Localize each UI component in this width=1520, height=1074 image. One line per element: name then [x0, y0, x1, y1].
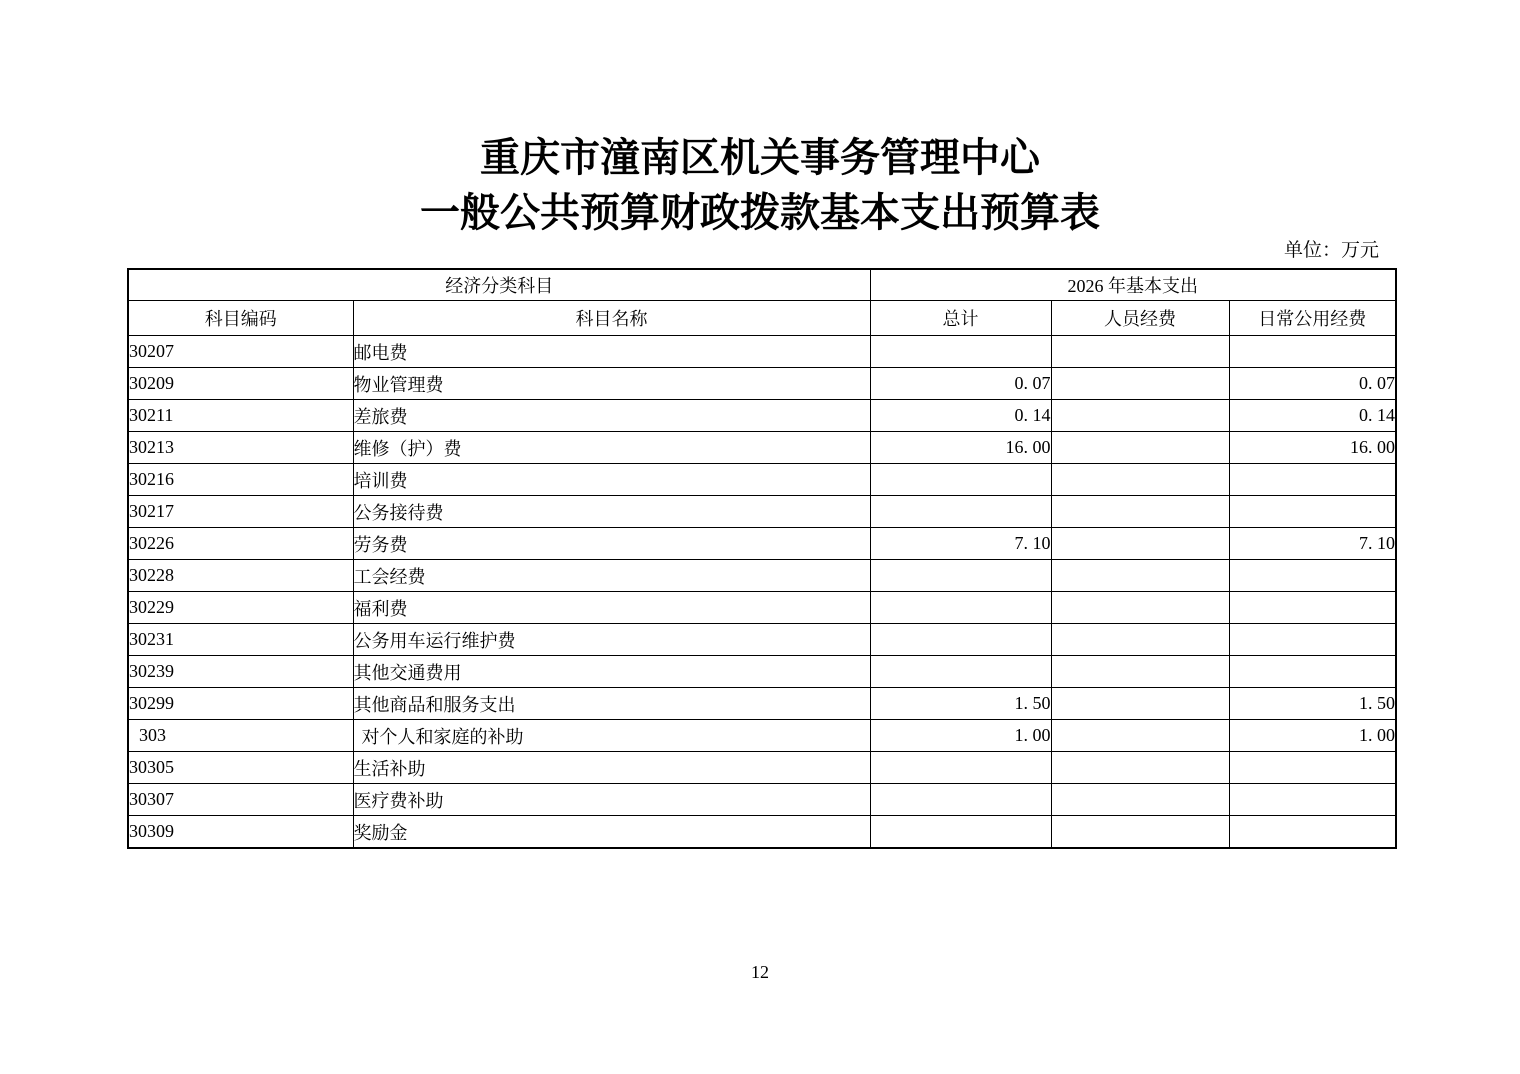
- budget-table-body: [128, 336, 1396, 849]
- budget-table-header: [128, 269, 1396, 336]
- cell-daily: 0. 07: [1229, 368, 1396, 400]
- cell-subject-code: 30213: [128, 432, 353, 464]
- table-row: [128, 560, 1396, 592]
- cell-total: [870, 656, 1051, 688]
- cell-daily: [1229, 592, 1396, 624]
- cell-personnel: [1051, 720, 1229, 752]
- cell-personnel: [1051, 592, 1229, 624]
- cell-total: 1. 50: [870, 688, 1051, 720]
- table-row: [128, 784, 1396, 816]
- table-row: [128, 720, 1396, 752]
- document-title-line1: 重庆市潼南区机关事务管理中心: [480, 135, 1040, 180]
- cell-total: 16. 00: [870, 432, 1051, 464]
- table-row: [128, 464, 1396, 496]
- cell-subject-code: 30226: [128, 528, 353, 560]
- cell-daily: [1229, 496, 1396, 528]
- header-personnel-funds: 人员经费: [1051, 301, 1229, 336]
- cell-daily: 7. 10: [1229, 528, 1396, 560]
- cell-subject-code: 30239: [128, 656, 353, 688]
- cell-total: 1. 00: [870, 720, 1051, 752]
- header-subject-code: 科目编码: [128, 301, 353, 336]
- cell-total: [870, 560, 1051, 592]
- cell-subject-code: 30307: [128, 784, 353, 816]
- cell-personnel: [1051, 464, 1229, 496]
- cell-total: 0. 07: [870, 368, 1051, 400]
- cell-total: [870, 336, 1051, 368]
- cell-total: [870, 592, 1051, 624]
- cell-daily: [1229, 464, 1396, 496]
- cell-subject-name: 对个人和家庭的补助: [353, 720, 870, 752]
- cell-personnel: [1051, 400, 1229, 432]
- unit-note: 单位：万元: [1283, 240, 1379, 261]
- cell-personnel: [1051, 560, 1229, 592]
- cell-daily: [1229, 336, 1396, 368]
- cell-daily: [1229, 656, 1396, 688]
- cell-daily: [1229, 816, 1396, 849]
- cell-subject-name: 劳务费: [353, 528, 870, 560]
- cell-subject-name: 生活补助: [353, 752, 870, 784]
- cell-subject-name: 福利费: [353, 592, 870, 624]
- header-group-row: [128, 269, 1396, 301]
- table-row: [128, 368, 1396, 400]
- table-row: [128, 400, 1396, 432]
- cell-total: [870, 496, 1051, 528]
- cell-subject-code: 30228: [128, 560, 353, 592]
- table-row: [128, 336, 1396, 368]
- cell-total: [870, 752, 1051, 784]
- cell-daily: 16. 00: [1229, 432, 1396, 464]
- cell-subject-code: 30231: [128, 624, 353, 656]
- cell-personnel: [1051, 752, 1229, 784]
- cell-personnel: [1051, 656, 1229, 688]
- header-basic-expenditure-2026: 2026 年基本支出: [870, 269, 1396, 301]
- cell-total: 0. 14: [870, 400, 1051, 432]
- header-columns-row: [128, 301, 1396, 336]
- cell-personnel: [1051, 368, 1229, 400]
- cell-subject-code: 303: [128, 720, 353, 752]
- cell-subject-name: 物业管理费: [353, 368, 870, 400]
- cell-subject-code: 30216: [128, 464, 353, 496]
- cell-total: [870, 784, 1051, 816]
- cell-subject-code: 30309: [128, 816, 353, 849]
- cell-daily: [1229, 752, 1396, 784]
- table-row: [128, 656, 1396, 688]
- table-row: [128, 592, 1396, 624]
- cell-subject-name: 公务接待费: [353, 496, 870, 528]
- cell-subject-name: 维修（护）费: [353, 432, 870, 464]
- cell-subject-code: 30299: [128, 688, 353, 720]
- cell-personnel: [1051, 496, 1229, 528]
- cell-subject-name: 培训费: [353, 464, 870, 496]
- cell-personnel: [1051, 816, 1229, 849]
- table-row: [128, 752, 1396, 784]
- cell-subject-name: 医疗费补助: [353, 784, 870, 816]
- cell-daily: 1. 50: [1229, 688, 1396, 720]
- cell-subject-name: 邮电费: [353, 336, 870, 368]
- document-title-line2: 一般公共预算财政拨款基本支出预算表: [420, 190, 1100, 235]
- cell-subject-code: 30207: [128, 336, 353, 368]
- cell-subject-name: 工会经费: [353, 560, 870, 592]
- header-economic-classification: 经济分类科目: [128, 269, 870, 301]
- cell-daily: [1229, 784, 1396, 816]
- cell-daily: 1. 00: [1229, 720, 1396, 752]
- cell-subject-name: 奖励金: [353, 816, 870, 849]
- cell-daily: [1229, 624, 1396, 656]
- budget-table: [127, 268, 1397, 849]
- table-row: [128, 688, 1396, 720]
- header-subject-name: 科目名称: [353, 301, 870, 336]
- header-total: 总计: [870, 301, 1051, 336]
- cell-total: [870, 464, 1051, 496]
- cell-subject-code: 30229: [128, 592, 353, 624]
- cell-subject-name: 公务用车运行维护费: [353, 624, 870, 656]
- cell-subject-code: 30209: [128, 368, 353, 400]
- cell-daily: 0. 14: [1229, 400, 1396, 432]
- cell-subject-code: 30217: [128, 496, 353, 528]
- cell-subject-name: 其他商品和服务支出: [353, 688, 870, 720]
- cell-daily: [1229, 560, 1396, 592]
- cell-subject-name: 差旅费: [353, 400, 870, 432]
- cell-total: [870, 624, 1051, 656]
- cell-total: 7. 10: [870, 528, 1051, 560]
- cell-personnel: [1051, 432, 1229, 464]
- table-row: [128, 816, 1396, 849]
- cell-subject-code: 30211: [128, 400, 353, 432]
- table-row: [128, 624, 1396, 656]
- cell-personnel: [1051, 528, 1229, 560]
- cell-total: [870, 816, 1051, 849]
- cell-subject-code: 30305: [128, 752, 353, 784]
- page-number: 12: [751, 962, 769, 982]
- table-row: [128, 432, 1396, 464]
- cell-personnel: [1051, 784, 1229, 816]
- cell-personnel: [1051, 624, 1229, 656]
- cell-personnel: [1051, 688, 1229, 720]
- cell-subject-name: 其他交通费用: [353, 656, 870, 688]
- table-row: [128, 496, 1396, 528]
- table-row: [128, 528, 1396, 560]
- cell-personnel: [1051, 336, 1229, 368]
- header-daily-public-funds: 日常公用经费: [1229, 301, 1396, 336]
